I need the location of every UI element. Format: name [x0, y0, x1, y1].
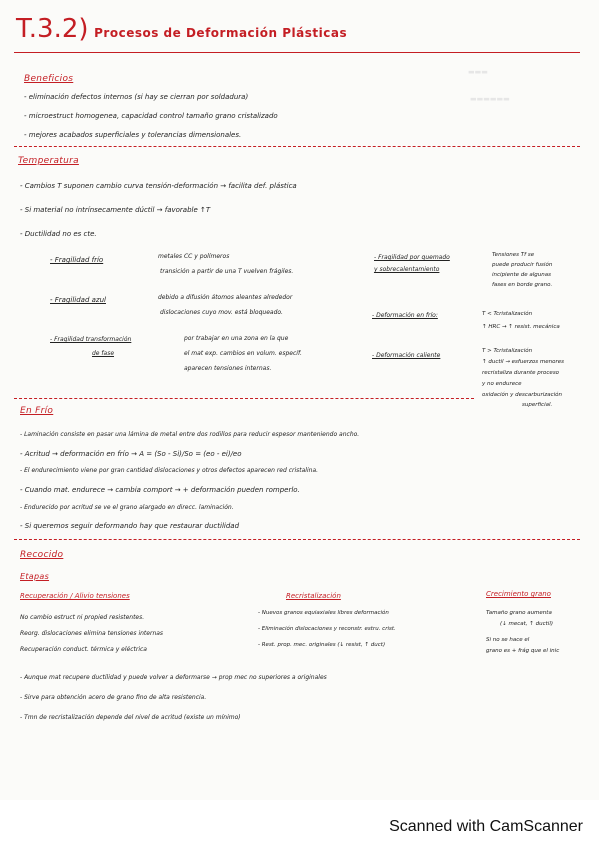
section-divider [14, 539, 580, 540]
recristalizacion-item: - Eliminación dislocaciones y reconstr. estru. crist. [258, 626, 396, 632]
title-number: T.3.2) [16, 14, 89, 44]
recocido-item: - Tmn de recristalización depende del nivel de acritud (existe un mínimo) [20, 714, 241, 721]
fragilidad-azul-text: dislocaciones cuyo mov. está bloqueado. [160, 309, 283, 316]
fragilidad-quemado-text: Tensiones Tf se [492, 252, 535, 258]
fragilidad-quemado-text: puede producir fusión [492, 262, 553, 268]
en-frio-item: - Cuando mat. endurece → cambia comport → + deformación pueden romperlo. [20, 486, 300, 494]
page-title [16, 14, 347, 44]
recuperacion-heading: Recuperación / Alivio tensiones [20, 592, 130, 600]
deformacion-caliente-text: T > Tcristalización [482, 348, 533, 354]
crecimiento-heading: Crecimiento grano [486, 590, 551, 598]
fragilidad-quemado-text: incipiente de algunas [492, 272, 551, 278]
recristalizacion-heading: Recristalización [286, 592, 341, 600]
crecimiento-item: Tamaño grano aumenta [486, 610, 552, 616]
fragilidad-transformacion-text: aparecen tensiones internas. [184, 365, 272, 372]
temperatura-item: - Ductilidad no es cte. [20, 230, 97, 238]
beneficios-item: - mejores acabados superficiales y tolerancias dimensionales. [24, 131, 242, 139]
crecimiento-item: grano es + frág que el inic [486, 648, 560, 654]
fragilidad-transformacion-label: - Fragilidad transformación [50, 336, 132, 343]
etapas-heading: Etapas [20, 572, 50, 581]
recuperacion-item: Recuperación conduct. térmica y eléctrica [20, 646, 147, 653]
crecimiento-item: (↓ mecat, ↑ ductil) [500, 621, 554, 627]
fragilidad-azul-text: debido a difusión átomos aleantes alrededor [158, 294, 293, 301]
temperatura-item: - Cambios T suponen cambio curva tensión-deformación → facilita def. plástica [20, 182, 297, 190]
scanner-watermark: Scanned with CamScanner [389, 818, 583, 835]
deformacion-frio-text: T < Tcristalización [482, 311, 533, 317]
title-underline [14, 52, 580, 53]
deformacion-caliente-text: oxidación y descarburización [482, 392, 562, 398]
deformacion-caliente-label: - Deformación caliente [372, 352, 441, 359]
fragilidad-quemado-label: y sobrecalentamiento [374, 266, 440, 273]
deformacion-caliente-text: y no endurece [482, 381, 522, 387]
bleed-through: ▬▬▬▬▬▬ [470, 95, 510, 103]
deformacion-caliente-text: recristaliza durante proceso [482, 370, 560, 376]
temperatura-item: - Si material no intrínsecamente dúctil → favorable ↑T [20, 206, 211, 214]
crecimiento-item: Si no se hace el [486, 637, 530, 643]
en-frio-item: - Endurecido por acritud se ve el grano alargado en direcc. laminación. [20, 504, 234, 511]
recocido-item: - Aunque mat recupere ductilidad y puede volver a deformarse → prop mec no superiores a originales [20, 674, 327, 681]
recristalizacion-item: - Rest. prop. mec. originales (↓ resist, ↑ duct) [258, 642, 386, 648]
deformacion-caliente-text: superficial. [522, 402, 553, 408]
fragilidad-transformacion-label: de fase [92, 350, 115, 357]
section-divider [14, 146, 580, 147]
deformacion-caliente-text: ↑ ductil → esfuerzos menores [482, 359, 564, 365]
en-frio-item: - Si queremos seguir deformando hay que restaurar ductilidad [20, 522, 240, 530]
title-text: Procesos de Deformación Plásticas [94, 26, 348, 40]
beneficios-item: - eliminación defectos internos (si hay se cierran por soldadura) [24, 93, 249, 101]
deformacion-frio-label: - Deformación en frío: [372, 312, 438, 319]
section-divider [14, 398, 474, 399]
fragilidad-transformacion-text: por trabajar en una zona en la que [184, 335, 289, 342]
fragilidad-azul-label: - Fragilidad azul [50, 296, 106, 304]
en-frio-item: - Acritud → deformación en frío → A = (So - Si)/So = (eo - ei)/eo [20, 450, 242, 458]
deformacion-frio-text: ↑ HRC → ↑ resist. mecánica [482, 324, 560, 330]
beneficios-heading: Beneficios [24, 74, 74, 84]
fragilidad-frio-text: transición a partir de una T vuelven frágiles. [160, 268, 294, 275]
en-frio-heading: En Frío [20, 406, 54, 416]
recocido-item: - Sirve para obtención acero de grano fino de alta resistencia. [20, 694, 207, 701]
bleed-through: ▬▬▬ [468, 68, 488, 76]
fragilidad-frio-text: metales CC y polímeros [158, 253, 230, 260]
fragilidad-frio-label: - Fragilidad frío [50, 256, 104, 264]
en-frio-item: - Laminación consiste en pasar una lámina de metal entre dos rodillos para reducir espesor manteniendo ancho. [20, 431, 360, 438]
recuperacion-item: Reorg. dislocaciones elimina tensiones internas [20, 630, 164, 637]
fragilidad-quemado-label: - Fragilidad por quemado [374, 254, 450, 261]
beneficios-item: - microestruct homogenea, capacidad control tamaño grano cristalizado [24, 112, 278, 120]
fragilidad-quemado-text: fases en borde grano. [492, 282, 553, 288]
en-frio-item: - El endurecimiento viene por gran cantidad dislocaciones y otros defectos aparecen red cristalina. [20, 467, 319, 474]
recuperacion-item: No cambio estruct ni propied resistentes. [20, 614, 145, 621]
temperatura-heading: Temperatura [18, 156, 79, 166]
recocido-heading: Recocido [20, 550, 64, 560]
fragilidad-transformacion-text: el mat exp. cambios en volum. específ. [184, 350, 302, 357]
recristalizacion-item: - Nuevos granos equiaxiales libres deformación [258, 610, 389, 616]
